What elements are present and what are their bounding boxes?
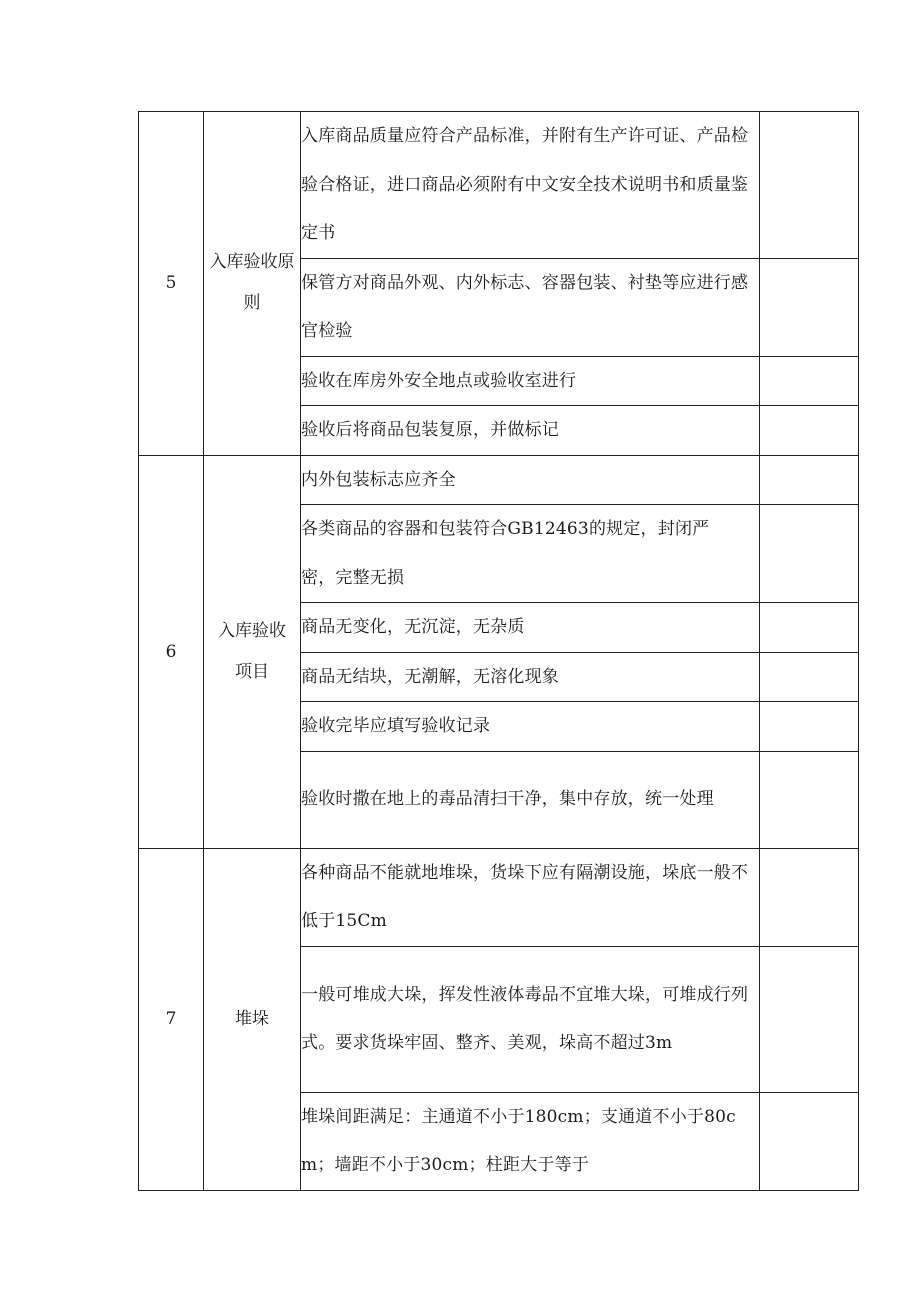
requirement-cell: 一般可堆成大垛，挥发性液体毒品不宜堆大垛，可堆成行列式。要求货垛牢固、整齐、美观，垛高不超过3m — [301, 946, 760, 1092]
requirement-cell: 保管方对商品外观、内外标志、容器包装、衬垫等应进行感官检验 — [301, 258, 760, 356]
requirement-cell: 入库商品质量应符合产品标准，并附有生产许可证、产品检验合格证，进口商品必须附有中文安全技术说明书和质量鉴定书 — [301, 112, 760, 259]
result-cell — [760, 505, 859, 603]
result-cell — [760, 356, 859, 406]
result-cell — [760, 258, 859, 356]
table-row — [139, 848, 859, 946]
section-item: 堆垛 — [204, 848, 301, 1190]
result-cell — [760, 652, 859, 702]
requirement-cell: 验收完毕应填写验收记录 — [301, 702, 760, 752]
result-cell — [760, 751, 859, 848]
requirement-cell: 验收在库房外安全地点或验收室进行 — [301, 356, 760, 406]
requirement-cell: 商品无结块，无潮解，无溶化现象 — [301, 652, 760, 702]
section-item: 入库验收项目 — [204, 455, 301, 848]
result-cell — [760, 702, 859, 752]
requirement-cell: 验收时撒在地上的毒品清扫干净，集中存放，统一处理 — [301, 751, 760, 848]
result-cell — [760, 112, 859, 259]
section-number: 5 — [139, 112, 204, 456]
section-item: 入库验收原则 — [204, 112, 301, 456]
requirement-cell: 商品无变化，无沉淀，无杂质 — [301, 603, 760, 653]
table-row — [139, 455, 859, 505]
requirement-cell: 各种商品不能就地堆垛，货垛下应有隔潮设施，垛底一般不低于15Cm — [301, 848, 760, 946]
result-cell — [760, 946, 859, 1092]
requirement-cell: 各类商品的容器和包装符合GB12463的规定，封闭严密，完整无损 — [301, 505, 760, 603]
result-cell — [760, 455, 859, 505]
requirement-cell: 堆垛间距满足：主通道不小于180cm；支通道不小于80cm；墙距不小于30cm；柱距大于等于 — [301, 1092, 760, 1190]
section-number: 6 — [139, 455, 204, 848]
requirement-cell: 内外包装标志应齐全 — [301, 455, 760, 505]
result-cell — [760, 1092, 859, 1190]
table-row — [139, 112, 859, 259]
inspection-table — [138, 111, 859, 1191]
result-cell — [760, 406, 859, 456]
requirement-cell: 验收后将商品包装复原，并做标记 — [301, 406, 760, 456]
section-number: 7 — [139, 848, 204, 1190]
result-cell — [760, 848, 859, 946]
result-cell — [760, 603, 859, 653]
